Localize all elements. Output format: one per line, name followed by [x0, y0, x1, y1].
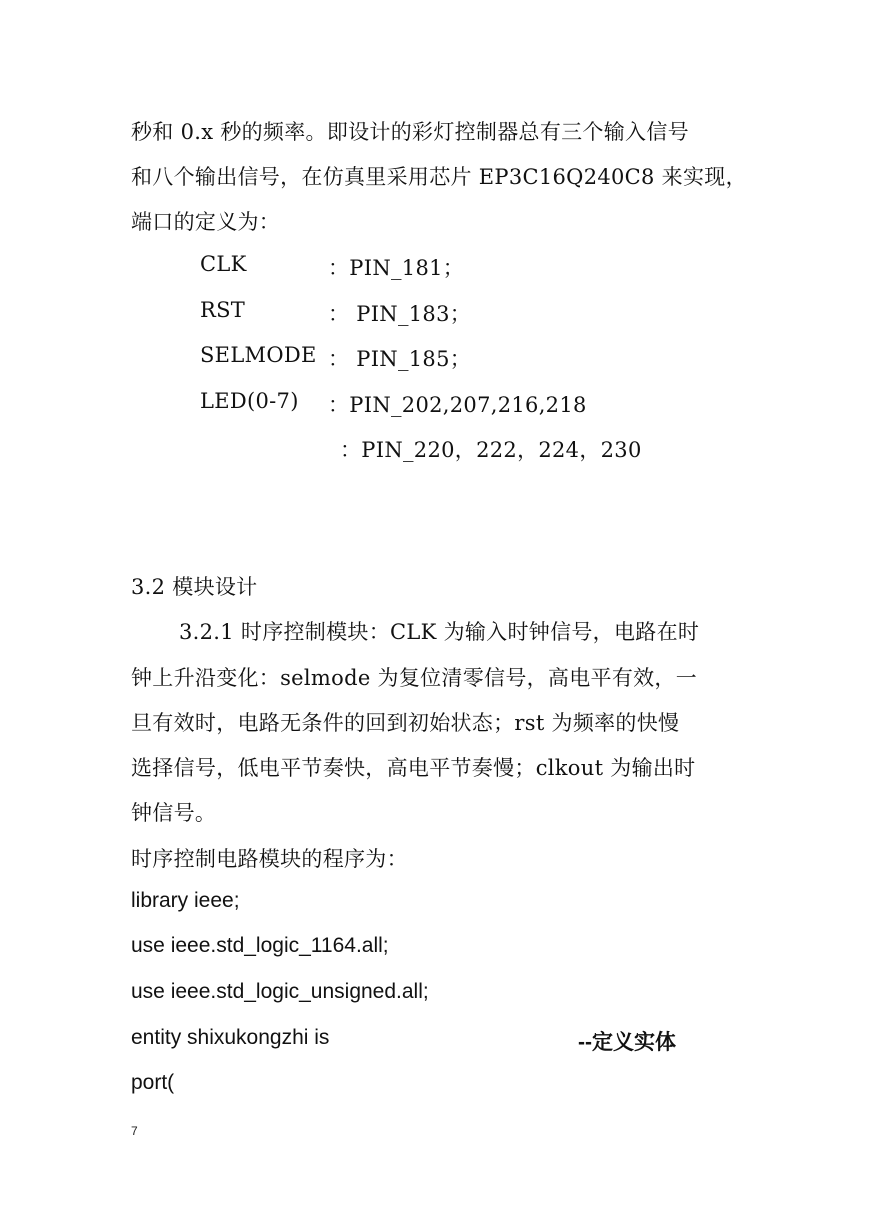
code-line-2: use ieee.std_logic_1164.all;: [131, 934, 389, 957]
intro-line-1: 秒和 0.x 秒的频率。即设计的彩灯控制器总有三个输入信号: [131, 120, 689, 144]
para-line-4: 选择信号，低电平节奏快，高电平节奏慢；clkout 为输出时: [131, 756, 696, 780]
intro-line-3: 端口的定义为：: [131, 210, 281, 234]
program-intro: 时序控制电路模块的程序为：: [131, 847, 408, 871]
para-line-3: 旦有效时，电路无条件的回到初始状态；rst 为频率的快慢: [131, 711, 680, 735]
pin-value-led: ：PIN_202,207,216,218: [328, 393, 587, 417]
para-line-2: 钟上升沿变化：selmode 为复位清零信号，高电平有效，一: [131, 666, 698, 690]
code-line-5: port(: [131, 1071, 175, 1094]
page-number: 7: [131, 1124, 138, 1138]
pin-value-clk: ：PIN_181；: [328, 256, 465, 280]
para-line-5: 钟信号。: [131, 801, 217, 825]
section-heading: 3.2 模块设计: [131, 575, 258, 599]
pin-name-selmode: SELMODE: [200, 343, 317, 367]
pin-name-clk: CLK: [200, 252, 247, 276]
pin-name-led: LED(0-7): [200, 389, 299, 413]
para-line-1: 3.2.1 时序控制模块：CLK 为输入时钟信号，电路在时: [179, 620, 700, 644]
pin-value-rst: ： PIN_183；: [328, 302, 472, 326]
code-line-1: library ieee;: [131, 889, 240, 912]
pin-value-selmode: ： PIN_185；: [328, 347, 472, 371]
code-line-3: use ieee.std_logic_unsigned.all;: [131, 980, 429, 1003]
intro-line-2: 和八个输出信号，在仿真里采用芯片 EP3C16Q240C8 来实现，: [131, 165, 747, 189]
pin-name-rst: RST: [200, 298, 246, 322]
code-line-4: entity shixukongzhi is: [131, 1026, 330, 1049]
code-comment-entity: --定义实体: [578, 1031, 676, 1054]
pin-value-led-continued: ：PIN_220，222，224，230: [340, 438, 642, 462]
